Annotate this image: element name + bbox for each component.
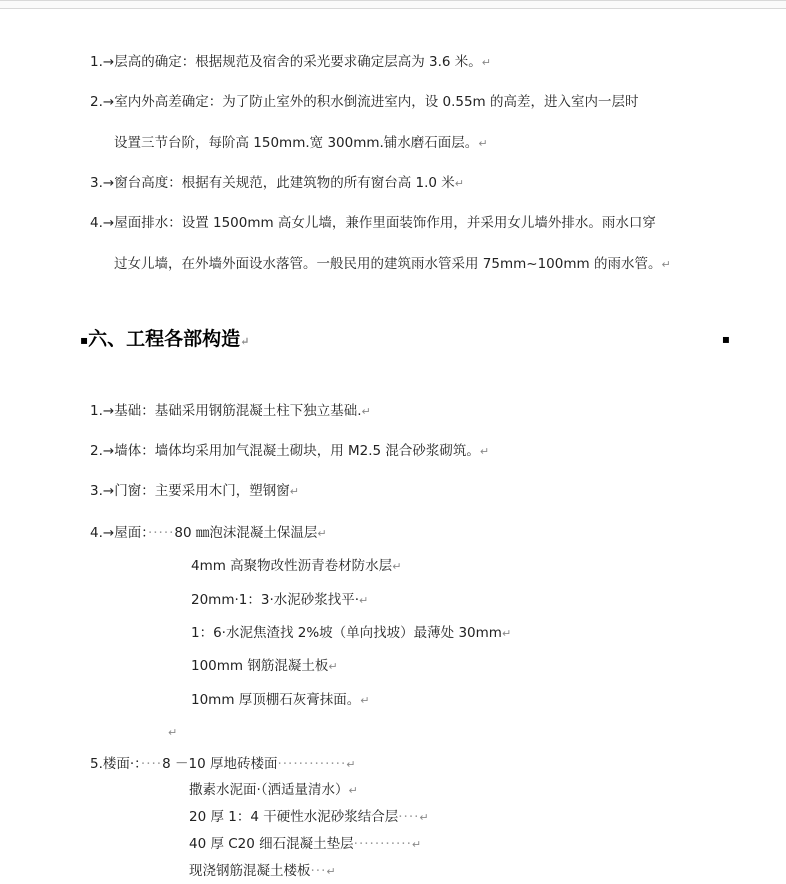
paragraph-mark-icon: ↵ [326,865,336,878]
roof-layer-4: 1：6·水泥焦渣找 2%坡（单向找坡）最薄处 30mm↵ [191,625,512,641]
paragraph-mark-icon: ↵ [168,726,178,739]
roof-layer-1: 80 ㎜泡沫混凝土保温层 [174,525,318,541]
paragraph-mark-icon: ↵ [289,485,299,498]
s6-item-2: 2.→墙体：墙体均采用加气混凝土砌块，用 M2.5 混合砂浆砌筑。↵ [90,443,490,459]
floor-layer-2: 撒素水泥面·（洒适量清水）↵ [189,782,358,798]
paragraph-mark-icon: ↵ [359,594,369,607]
paragraph-mark-icon: ↵ [392,560,402,573]
paragraph-mark-icon: ↵ [479,445,490,458]
bullet-dot-icon: ▪ [80,333,89,347]
bullet-dot-icon: ▪ [721,332,730,346]
roof-layer-5: 100mm 钢筋混凝土板↵ [191,658,338,674]
page-top-border [0,0,786,9]
floor-item: 5.楼面·：····8 －10 厚地砖楼面·············↵ [90,756,356,772]
paragraph-mark-icon: ↵ [361,405,371,418]
section-6-heading: ▪六、工程各部构造↵ ▪ [80,325,730,353]
paragraph-mark-icon: ↵ [501,627,512,640]
paragraph-mark-icon: ↵ [419,811,429,824]
s5-item-2-cont: 设置三节台阶，每阶高 150mm.宽 300mm.铺水磨石面层。↵ [114,135,488,151]
roof-layer-6: 10mm 厚顶棚石灰膏抹面。↵ [191,692,370,708]
floor-layer-5: 现浇钢筋混凝土楼板···↵ [189,863,336,879]
s5-item-4: 4.→屋面排水：设置 1500mm 高女儿墙，兼作里面装饰作用，并采用女儿墙外排水。雨水口穿 [90,215,656,231]
floor-layer-3: 20 厚 1：4 干硬性水泥砂浆结合层····↵ [189,809,429,825]
s6-item-1: 1.→基础：基础采用钢筋混凝土柱下独立基础.↵ [90,403,371,419]
paragraph-mark-icon: ↵ [481,56,491,69]
paragraph-mark-icon: ↵ [478,137,488,150]
paragraph-mark-icon: ↵ [317,527,327,540]
floor-layer-4: 40 厚 C20 细石混凝土垫层···········↵ [189,836,422,852]
s5-item-2: 2.→室内外高差确定：为了防止室外的积水倒流进室内，设 0.55m 的高差，进入室内一层时 [90,94,639,110]
roof-layer-2: 4mm 高聚物改性沥青卷材防水层↵ [191,558,402,574]
floor-layer-1: 8 －10 厚地砖楼面 [162,756,278,772]
paragraph-mark-icon: ↵ [661,258,671,271]
paragraph-mark-icon: ↵ [411,838,422,851]
paragraph-mark-icon: ↵ [360,694,370,707]
paragraph-mark-icon: ↵ [328,660,338,673]
empty-paragraph [168,722,177,743]
s6-item-3: 3.→门窗：主要采用木门，塑钢窗↵ [90,483,299,499]
paragraph-mark-icon: ↵ [346,758,356,771]
s5-item-3: 3.→窗台高度：根据有关规范，此建筑物的所有窗台高 1.0 米↵ [90,175,464,191]
paragraph-mark-icon: ↵ [454,177,464,190]
s5-item-4-cont: 过女儿墙，在外墙外面设水落管。一般民用的建筑雨水管采用 75mm~100mm 的雨水管。↵ [114,256,671,272]
roof-item: 4.→屋面：·····80 ㎜泡沫混凝土保温层↵ [90,525,327,541]
s5-item-1: 1.→层高的确定：根据规范及宿舍的采光要求确定层高为 3.6 米。↵ [90,54,491,70]
paragraph-mark-icon: ↵ [240,335,250,348]
roof-layer-3: 20mm·1：3·水泥砂浆找平·↵ [191,592,369,608]
paragraph-mark-icon: ↵ [348,784,358,797]
